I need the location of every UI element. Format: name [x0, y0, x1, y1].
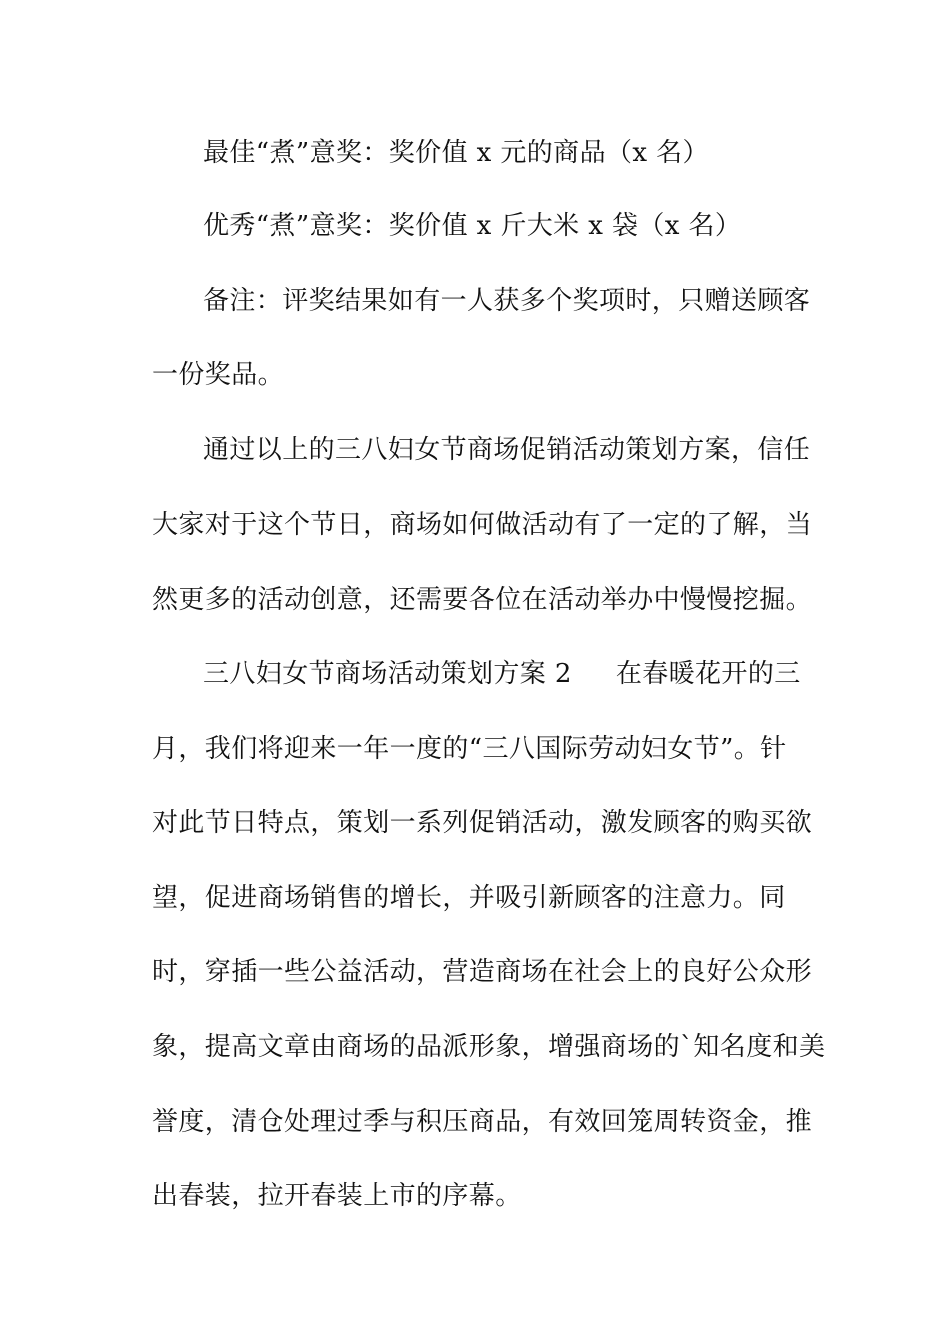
- text-line-summary-2: 大家对于这个节日，商场如何做活动有了一定的了解，当: [152, 510, 813, 540]
- text-line-body-2: 对此节日特点，策划一系列促销活动，激发顾客的购买欲: [152, 808, 813, 838]
- text-line-body-3: 望，促进商场销售的增长，并吸引新顾客的注意力。同: [152, 883, 786, 913]
- text-line-best-prize: 最佳“煮”意奖：奖价值 x 元的商品（x 名）: [203, 138, 709, 168]
- text-line-summary-3: 然更多的活动创意，还需要各位在活动举办中慢慢挖掘。: [152, 585, 813, 615]
- section-heading-title: 三八妇女节商场活动策划方案 2: [203, 659, 572, 689]
- text-line-body-5: 象，提高文章由商场的品派形象，增强商场的`知名度和美: [152, 1032, 826, 1062]
- text-line-note: 备注：评奖结果如有一人获多个奖项时，只赠送顾客: [203, 286, 811, 316]
- text-line-body-4: 时，穿插一些公益活动，营造商场在社会上的良好公众形: [152, 957, 813, 987]
- section-heading-line: [203, 657, 863, 691]
- section-heading-continuation: 在春暖花开的三: [615, 659, 801, 689]
- text-line-body-7: 出春装，拉开春装上市的序幕。: [152, 1181, 522, 1211]
- text-line-body-6: 誉度，清仓处理过季与积压商品，有效回笼周转资金，推: [152, 1107, 813, 1137]
- text-line-excellent-prize: 优秀“煮”意奖：奖价值 x 斤大米 x 袋（x 名）: [203, 211, 742, 241]
- text-line-body-1: 月，我们将迎来一年一度的“三八国际劳动妇女节”。针: [152, 734, 787, 764]
- text-line-summary: 通过以上的三八妇女节商场促销活动策划方案，信任: [203, 435, 811, 465]
- text-line-note-cont: 一份奖品。: [152, 360, 285, 390]
